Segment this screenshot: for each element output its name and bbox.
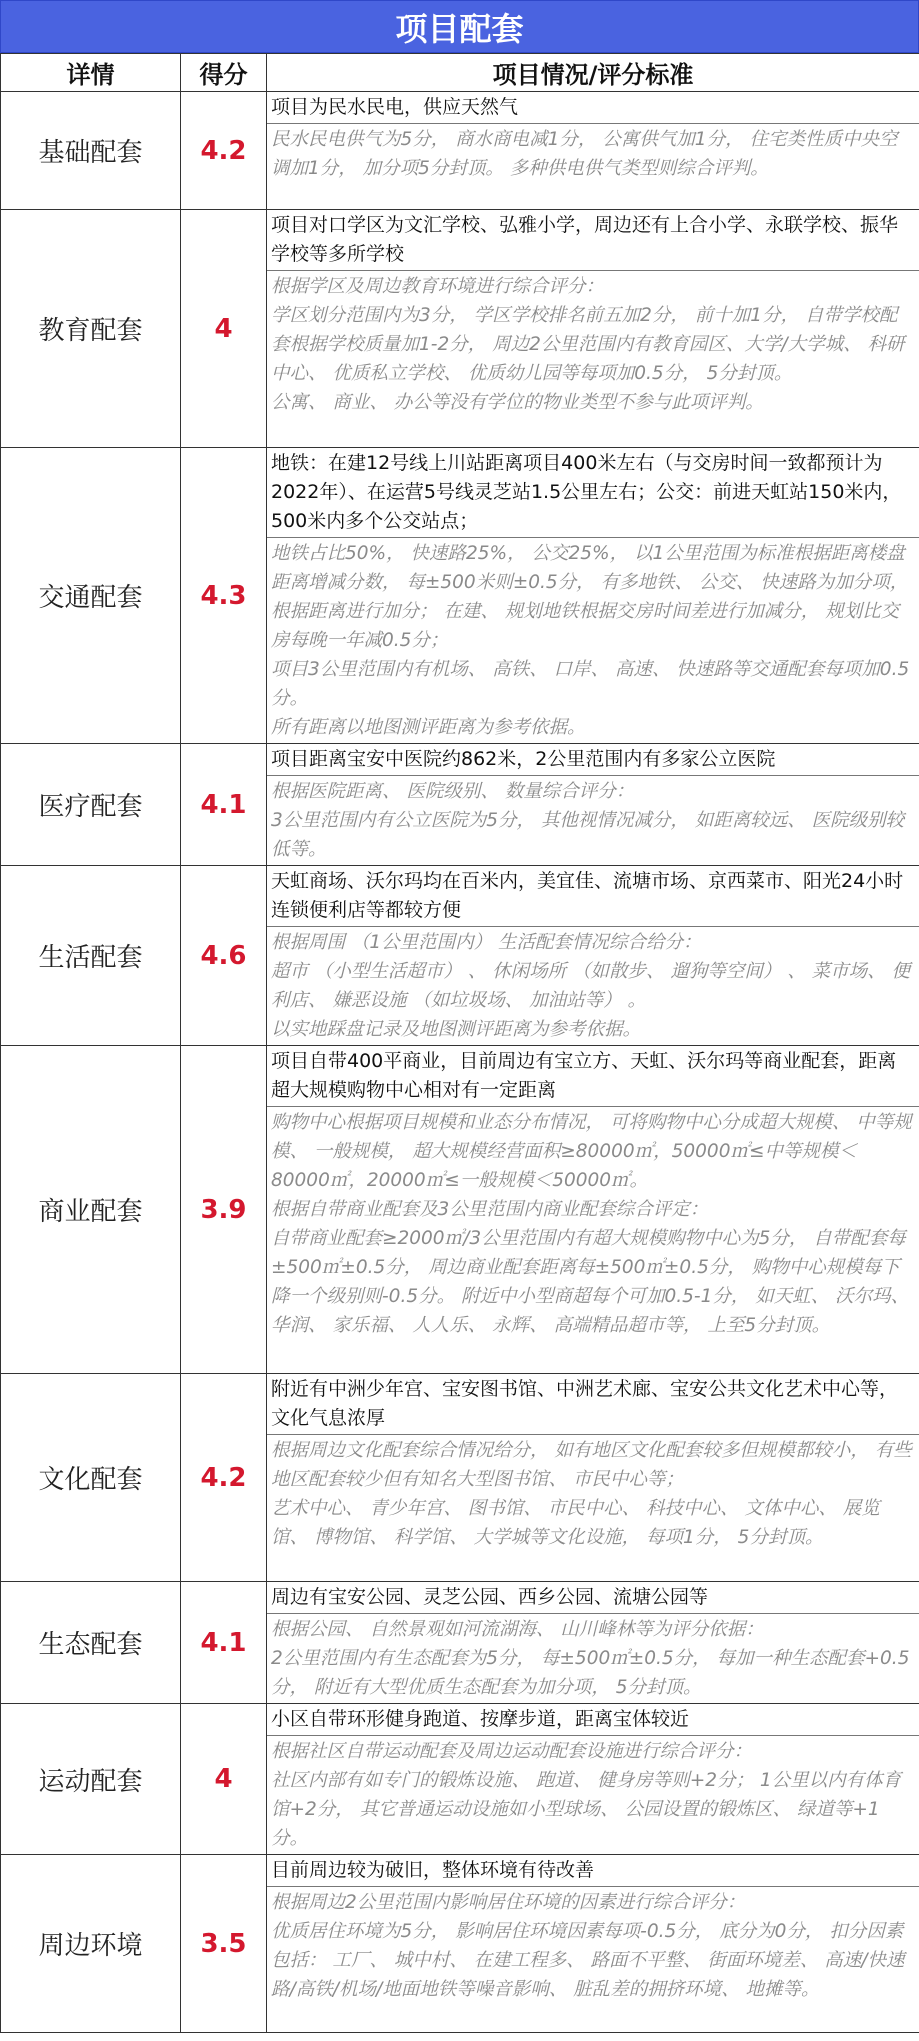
category-score: 4.1: [181, 744, 267, 866]
scoring-criteria: [267, 1614, 919, 1703]
table-row: [1, 744, 919, 866]
category-score: 4.3: [181, 448, 267, 744]
table-row: [1, 448, 919, 744]
category-detail: [267, 1855, 919, 2033]
category-detail: [267, 210, 919, 448]
category-score: 4.6: [181, 866, 267, 1046]
category-score: 4.1: [181, 1582, 267, 1704]
criteria-paragraph: 自带商业配套≥2000㎡/3公里范围内有超大规模购物中心为5分， 自带配套每±500㎡±0.5分， 周边商业配套距离每±500㎡±0.5分， 购物中心规模每下降一个级别则-0.5分。 附近中小型商超每个可加0.5-1分， 如天虹、 沃尔玛、 华润、 家乐福、 人人乐、 永辉、 高端精品超市等， 上至5分封顶。: [271, 1228, 910, 1336]
project-description: 项目为民水民电，供应天然气: [267, 92, 919, 124]
criteria-paragraph: 以实地踩盘记录及地图测评距离为参考依据。: [271, 1019, 642, 1040]
category-score: 4.2: [181, 1374, 267, 1582]
category-name: 周边环境: [1, 1855, 181, 2033]
criteria-paragraph: 根据社区自带运动配套及周边运动配套设施进行综合评分：: [271, 1741, 753, 1762]
criteria-paragraph: 公寓、 商业、 办公等没有学位的物业类型不参与此项评判。: [271, 392, 764, 413]
criteria-paragraph: 艺术中心、 青少年宫、 图书馆、 市民中心、 科技中心、 文体中心、 展览馆、 博物馆、 科学馆、 大学城等文化设施， 每项1分， 5分封顶。: [271, 1498, 880, 1548]
category-detail: [267, 1046, 919, 1374]
scoring-criteria: [267, 1887, 919, 2005]
scoring-criteria: [267, 1736, 919, 1854]
header-criteria: 项目情况/评分标准: [267, 54, 919, 92]
category-score: 4: [181, 210, 267, 448]
category-name: 教育配套: [1, 210, 181, 448]
criteria-paragraph: 根据周边2公里范围内影响居住环境的因素进行综合评分：: [271, 1892, 746, 1913]
category-name: 生活配套: [1, 866, 181, 1046]
category-detail: [267, 1374, 919, 1582]
criteria-paragraph: 项目3公里范围内有机场、 高铁、 口岸、 高速、 快速路等交通配套每项加0.5分。: [271, 659, 910, 709]
category-name: 生态配套: [1, 1582, 181, 1704]
criteria-paragraph: 根据自带商业配套及3公里范围内商业配套综合评定：: [271, 1199, 709, 1220]
scoring-criteria: [267, 1107, 919, 1341]
category-detail: [267, 1582, 919, 1704]
rating-table: [0, 53, 919, 2033]
category-name: 基础配套: [1, 92, 181, 210]
table-body: [1, 92, 919, 2033]
table-header-row: [1, 54, 919, 92]
category-name: 运动配套: [1, 1704, 181, 1855]
table-row: [1, 866, 919, 1046]
project-description: 小区自带环形健身跑道、按摩步道，距离宝体较近: [267, 1704, 919, 1736]
project-description: 周边有宝安公园、灵芝公园、西乡公园、流塘公园等: [267, 1582, 919, 1614]
table-row: [1, 1582, 919, 1704]
project-description: 附近有中洲少年宫、宝安图书馆、中洲艺术廊、宝安公共文化艺术中心等，文化气息浓厚: [267, 1374, 919, 1435]
page-title: 项目配套: [0, 0, 919, 53]
criteria-paragraph: 社区内部有如专门的锻炼设施、 跑道、 健身房等则+2分； 1公里以内有体育馆+2分， 其它普通运动设施如小型球场、 公园设置的锻炼区、 绿道等+1分。: [271, 1770, 902, 1849]
table-row: [1, 1374, 919, 1582]
category-detail: [267, 1704, 919, 1855]
criteria-paragraph: 根据周围 （1公里范围内） 生活配套情况综合给分：: [271, 932, 702, 953]
category-detail: [267, 744, 919, 866]
criteria-paragraph: 超市 （小型生活超市） 、 休闲场所 （如散步、 遛狗等空间） 、 菜市场、 便利店、 嫌恶设施 （如垃圾场、 加油站等） 。: [271, 961, 911, 1011]
criteria-paragraph: 2公里范围内有生态配套为5分， 每±500㎡±0.5分， 每加一种生态配套+0.5分， 附近有大型优质生态配套为加分项， 5分封顶。: [271, 1648, 910, 1698]
category-score: 4.2: [181, 92, 267, 210]
project-description: 天虹商场、沃尔玛均在百米内，美宜佳、流塘市场、京西菜市、阳光24小时连锁便利店等都较方便: [267, 866, 919, 927]
project-description: 项目对口学区为文汇学校、弘雅小学，周边还有上合小学、永联学校、振华学校等多所学校: [267, 210, 919, 271]
category-detail: [267, 448, 919, 744]
category-name: 商业配套: [1, 1046, 181, 1374]
scoring-criteria: [267, 538, 919, 743]
scoring-criteria: [267, 1435, 919, 1553]
category-detail: [267, 866, 919, 1046]
category-score: 3.9: [181, 1046, 267, 1374]
criteria-paragraph: 所有距离以地图测评距离为参考依据。: [271, 717, 586, 738]
table-row: [1, 210, 919, 448]
header-score: 得分: [181, 54, 267, 92]
criteria-paragraph: 地铁占比50%， 快速路25%， 公交25%， 以1公里范围为标准根据距离楼盘距离增减分数， 每±500米则±0.5分， 有多地铁、 公交、 快速路为加分项， 根据距离进行加分； 在建、 规划地铁根据交房时间差进行加减分， 规划比交房每晚一年减0.5分；: [271, 543, 909, 651]
project-description: 项目距离宝安中医院约862米，2公里范围内有多家公立医院: [267, 744, 919, 776]
project-description: 目前周边较为破旧，整体环境有待改善: [267, 1855, 919, 1887]
scoring-criteria: [267, 271, 919, 418]
project-description: 项目自带400平商业，目前周边有宝立方、天虹、沃尔玛等商业配套，距离超大规模购物中心相对有一定距离: [267, 1046, 919, 1107]
category-name: 医疗配套: [1, 744, 181, 866]
scoring-criteria: [267, 776, 919, 865]
category-name: 文化配套: [1, 1374, 181, 1582]
criteria-paragraph: 优质居住环境为5分， 影响居住环境因素每项-0.5分， 底分为0分， 扣分因素包括： 工厂、 城中村、 在建工程多、 路面不平整、 街面环境差、 高速/快速路/高铁/机场/地面地铁等噪音影响、 脏乱差的拥挤环境、 地摊等。: [271, 1921, 905, 2000]
table-row: [1, 92, 919, 210]
criteria-paragraph: 根据公园、 自然景观如河流湖海、 山川峰林等为评分依据：: [271, 1619, 764, 1640]
criteria-paragraph: 购物中心根据项目规模和业态分布情况， 可将购物中心分成超大规模、 中等规模、 一般规模， 超大规模经营面积≥80000㎡，50000㎡≤中等规模＜80000㎡，20000㎡≤一般规模＜50000㎡。: [271, 1112, 912, 1191]
scoring-criteria: [267, 927, 919, 1045]
criteria-paragraph: 根据学区及周边教育环境进行综合评分：: [271, 276, 605, 297]
category-score: 3.5: [181, 1855, 267, 2033]
header-detail: 详情: [1, 54, 181, 92]
criteria-paragraph: 3公里范围内有公立医院为5分， 其他视情况减分， 如距离较远、 医院级别较低等。: [271, 810, 905, 860]
category-score: 4: [181, 1704, 267, 1855]
category-name: 交通配套: [1, 448, 181, 744]
project-description: 地铁：在建12号线上川站距离项目400米左右（与交房时间一致都预计为2022年）、在运营5号线灵芝站1.5公里左右；公交：前进天虹站150米内，500米内多个公交站点；: [267, 448, 919, 538]
criteria-paragraph: 根据医院距离、 医院级别、 数量综合评分：: [271, 781, 635, 802]
scoring-criteria: [267, 124, 919, 184]
category-detail: [267, 92, 919, 210]
table-row: [1, 1704, 919, 1855]
table-row: [1, 1046, 919, 1374]
criteria-paragraph: 学区划分范围内为3分， 学区学校排名前五加2分， 前十加1分， 自带学校配套根据学校质量加1-2分， 周边2公里范围内有教育园区、大学/大学城、 科研中心、 优质私立学校、 优质幼儿园等每项加0.5分， 5分封顶。: [271, 305, 905, 384]
criteria-paragraph: 根据周边文化配套综合情况给分， 如有地区文化配套较多但规模都较小， 有些地区配套较少但有知名大型图书馆、 市民中心等；: [271, 1440, 912, 1490]
criteria-paragraph: 民水民电供气为5分， 商水商电减1分， 公寓供气加1分， 住宅类性质中央空调加1分， 加分项5分封顶。 多种供电供气类型则综合评判。: [271, 129, 898, 179]
table-row: [1, 1855, 919, 2033]
